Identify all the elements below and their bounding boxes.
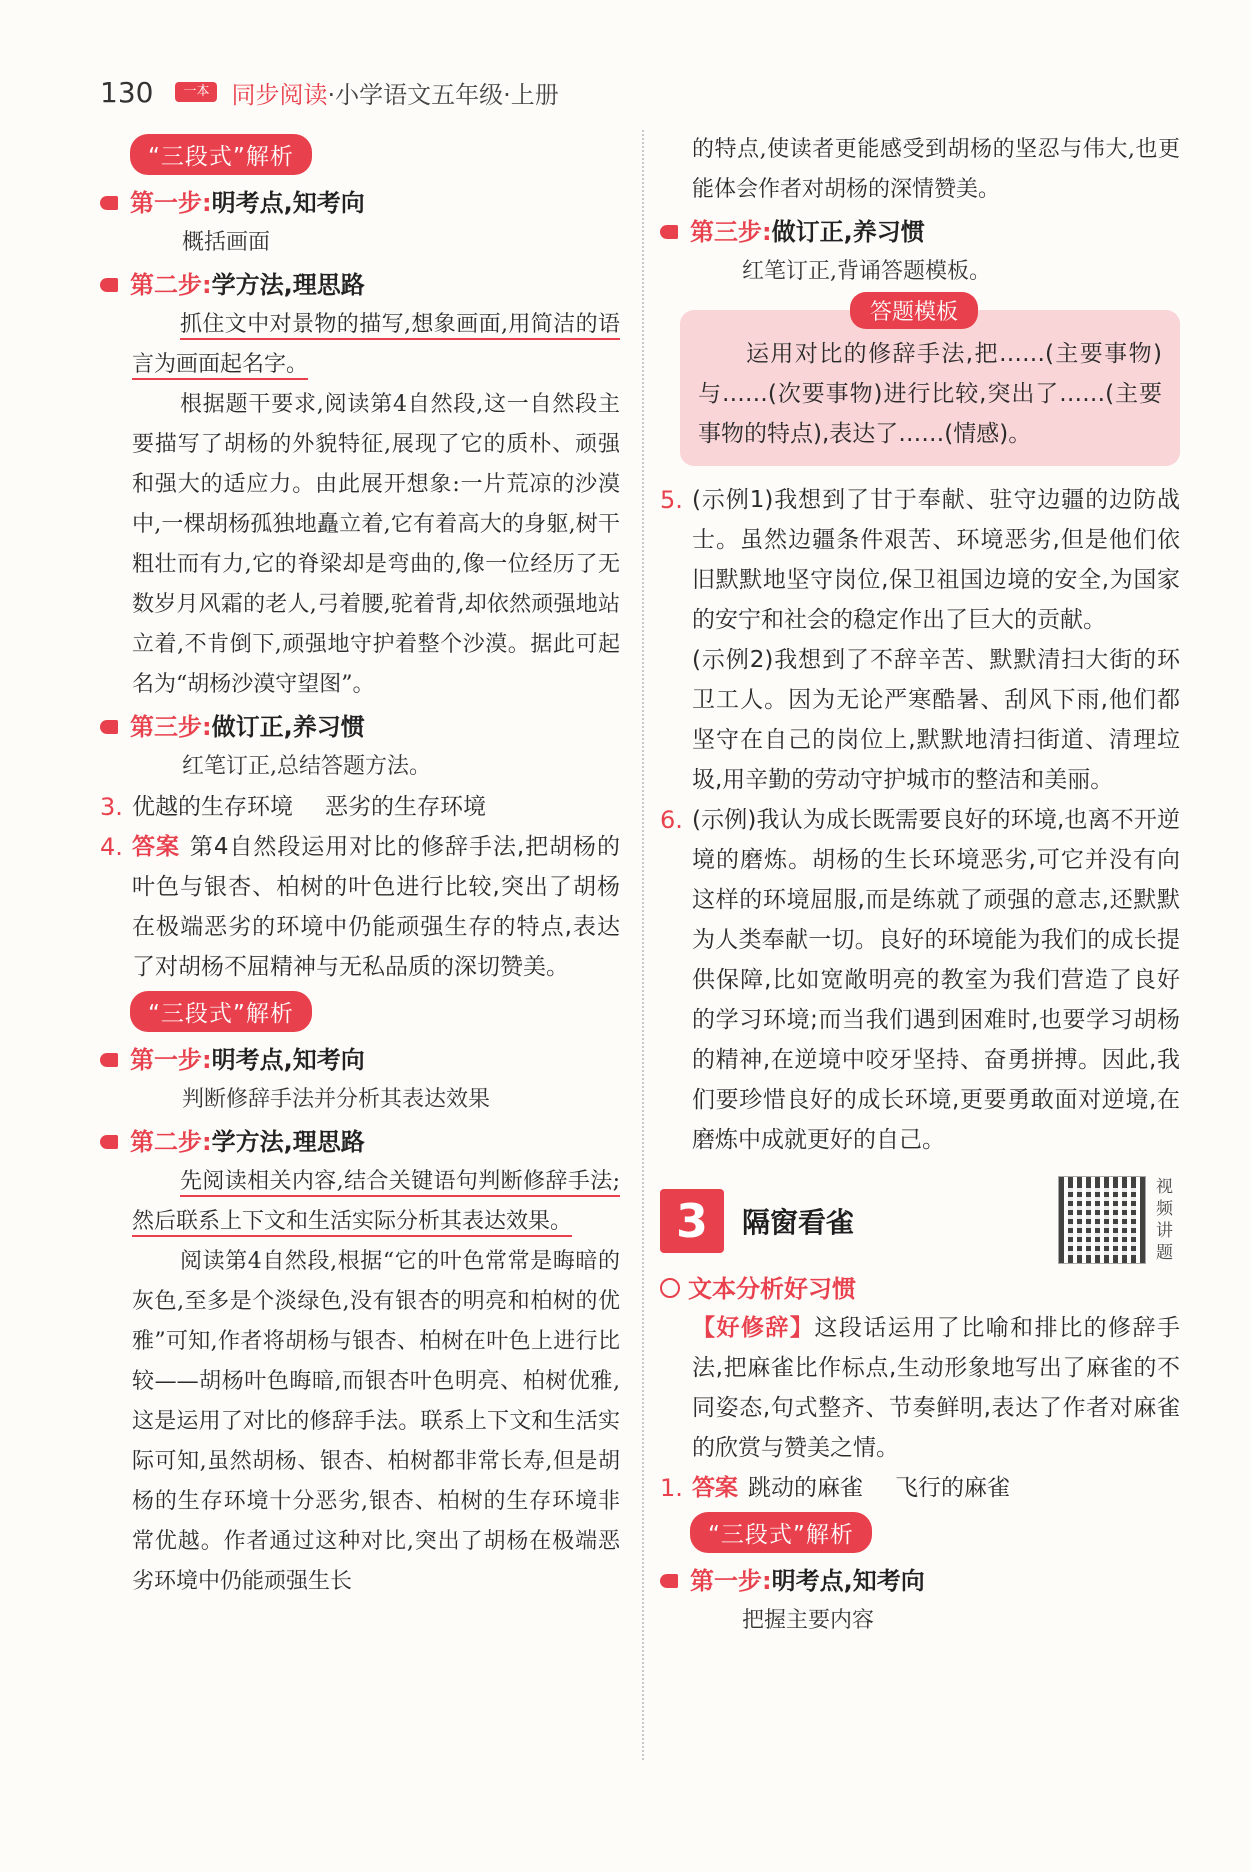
step-two [100,1122,620,1162]
question-number: 6. [660,806,683,834]
left-column [100,130,620,1602]
step-label: 第三步: [690,218,772,246]
answer-4 [100,827,620,987]
step-detail: 把握主要内容 [742,1608,875,1633]
step-two [100,265,620,305]
step-title: 明考点,知考向 [771,1567,925,1595]
step-three [660,212,1180,252]
step-label: 第二步: [130,271,212,299]
question-number: 5. [660,486,683,514]
brand-logo: 一本 [175,82,217,102]
rhetoric-label: 【好修辞】 [692,1315,815,1341]
answer-label: 答案 [692,1475,738,1501]
answer-label: 答案 [132,834,180,860]
analysis-paragraph: 根据题干要求,阅读第4自然段,这一自然段主要描写了胡杨的外貌特征,展现了它的质朴、顽强和强大的适应力。由此展开想象:一片荒凉的沙漠中,一棵胡杨孤独地矗立着,它有着高大的身躯,树干粗壮而有力,它的脊梁却是弯曲的,像一位经历了无数岁月风霜的老人,弓着腰,驼着背,却依然顽强地站立着,不肯倒下,顽强地守护着整个沙漠。据此可起名为“胡杨沙漠守望图”。 [132,392,620,697]
method-text: 先阅读相关内容,结合关键语句判断修辞手法;然后联系上下文和生活实际分析其表达效果。 [132,1169,620,1234]
step-label: 第一步: [130,189,212,217]
example-1: (示例1)我想到了甘于奉献、驻守边疆的边防战士。虽然边疆条件艰苦、环境恶劣,但是他们依旧默默地坚守岗位,保卫祖国边境的安全,为国家的安宁和社会的稳定作出了巨大的贡献。 [692,487,1180,633]
series-title: 同步阅读 [231,80,328,109]
step-title: 明考点,知考向 [211,1046,365,1074]
rhetoric-note [660,1308,1180,1468]
step-label: 第二步: [130,1128,212,1156]
step-one [660,1561,1180,1601]
page-number: 130 [100,75,154,109]
answer-text: 第4自然段运用对比的修辞手法,把胡杨的叶色与银杏、柏树的叶色进行比较,突出了胡杨在极端恶劣的环境中仍能顽强生存的特点,表达了对胡杨不屈精神与无私品质的深切赞美。 [132,834,620,980]
continued-paragraph: 的特点,使读者更能感受到胡杨的坚忍与伟大,也更能体会作者对胡杨的深情赞美。 [692,137,1180,202]
step-three [100,707,620,747]
step-label: 第一步: [130,1046,212,1074]
step-detail: 概括画面 [182,230,271,255]
book-subtitle: ·小学语文五年级·上册 [327,80,559,109]
question-number: 4. [100,833,123,861]
step-detail: 红笔订正,总结答题方法。 [182,754,431,779]
analysis-paragraph: 阅读第4自然段,根据“它的叶色常常是晦暗的灰色,至多是个淡绿色,没有银杏的明亮和柏树的优雅”可知,作者将胡杨与银杏、柏树在叶色上进行比较——胡杨叶色晦暗,而银杏叶色明亮、柏树优雅,这是运用了对比的修辞手法。联系上下文和生活实际可知,虽然胡杨、银杏、柏树都非常长寿,但是胡杨的生存环境十分恶劣,银杏、柏树的生存环境非常优越。作者通过这种对比,突出了胡杨在极端恶劣环境中仍能顽强生长 [132,1249,620,1594]
qr-label: 视频讲题 [1156,1177,1173,1263]
step-one [100,183,620,223]
answer-1 [660,1468,1180,1508]
step-detail: 判断修辞手法并分析其表达效果 [182,1087,491,1112]
step-title: 做订正,养习惯 [771,218,925,246]
lesson-heading [660,1176,1180,1266]
step-title: 明考点,知考向 [211,189,365,217]
answer-text: (示例)我认为成长既需要良好的环境,也离不开逆境的磨炼。胡杨的生长环境恶劣,可它并没有向这样的环境屈服,而是练就了顽强的意志,还默默为人类奉献一切。良好的环境能为我们的成长提供保障,比如宽敞明亮的教室为我们营造了良好的学习环境;而当我们遇到困难时,也要学习胡杨的精神,在逆境中咬牙坚持、奋勇拼搏。因此,我们要珍惜良好的成长环境,更要勇敢面对逆境,在磨炼中成就更好的自己。 [692,807,1180,1153]
step-one [100,1040,620,1080]
answer-template-box [680,300,1180,466]
step-label: 第一步: [690,1567,772,1595]
step-title: 学方法,理思路 [211,271,365,299]
right-column [660,130,1180,1641]
three-step-tag: “三段式”解析 [130,991,312,1032]
template-text: 运用对比的修辞手法,把……(主要事物)与……(次要事物)进行比较,突出了……(主要事物的特点),表达了……(情感)。 [698,341,1162,447]
answer-part-b: 恶劣的生存环境 [325,794,486,820]
target-icon [660,1278,680,1298]
rhetoric-text: 这段话运用了比喻和排比的修辞手法,把麻雀比作标点,生动形象地写出了麻雀的不同姿态,句式整齐、节奏鲜明,表达了作者对麻雀的欣赏与赞美之情。 [692,1315,1181,1461]
qr-code-icon[interactable] [1058,1176,1146,1264]
column-divider [642,130,644,1760]
three-step-tag: “三段式”解析 [130,134,312,175]
template-title: 答题模板 [850,292,978,329]
step-detail: 红笔订正,背诵答题模板。 [742,259,991,284]
example-2: (示例2)我想到了不辞辛苦、默默清扫大街的环卫工人。因为无论严寒酷暑、刮风下雨,他们都坚守在自己的岗位上,默默地清扫街道、清理垃圾,用辛勤的劳动守护城市的整洁和美丽。 [692,647,1180,793]
answer-part-a: 优越的生存环境 [132,794,293,820]
step-title: 学方法,理思路 [211,1128,365,1156]
page-header [100,72,559,112]
answer-part-b: 飞行的麻雀 [895,1475,1010,1501]
answer-6 [660,800,1180,1160]
three-step-tag: “三段式”解析 [690,1512,872,1553]
step-label: 第三步: [130,713,212,741]
answer-3 [100,787,620,827]
analysis-heading: 文本分析好习惯 [660,1270,1180,1308]
method-text: 抓住文中对景物的描写,想象画面,用简洁的语言为画面起名字。 [132,312,620,377]
lesson-number: 3 [660,1189,724,1253]
question-number: 3. [100,793,123,821]
question-number: 1. [660,1474,683,1502]
step-title: 做订正,养习惯 [211,713,365,741]
lesson-title: 隔窗看雀 [742,1206,855,1239]
answer-part-a: 跳动的麻雀 [748,1475,863,1501]
answer-5 [660,480,1180,800]
